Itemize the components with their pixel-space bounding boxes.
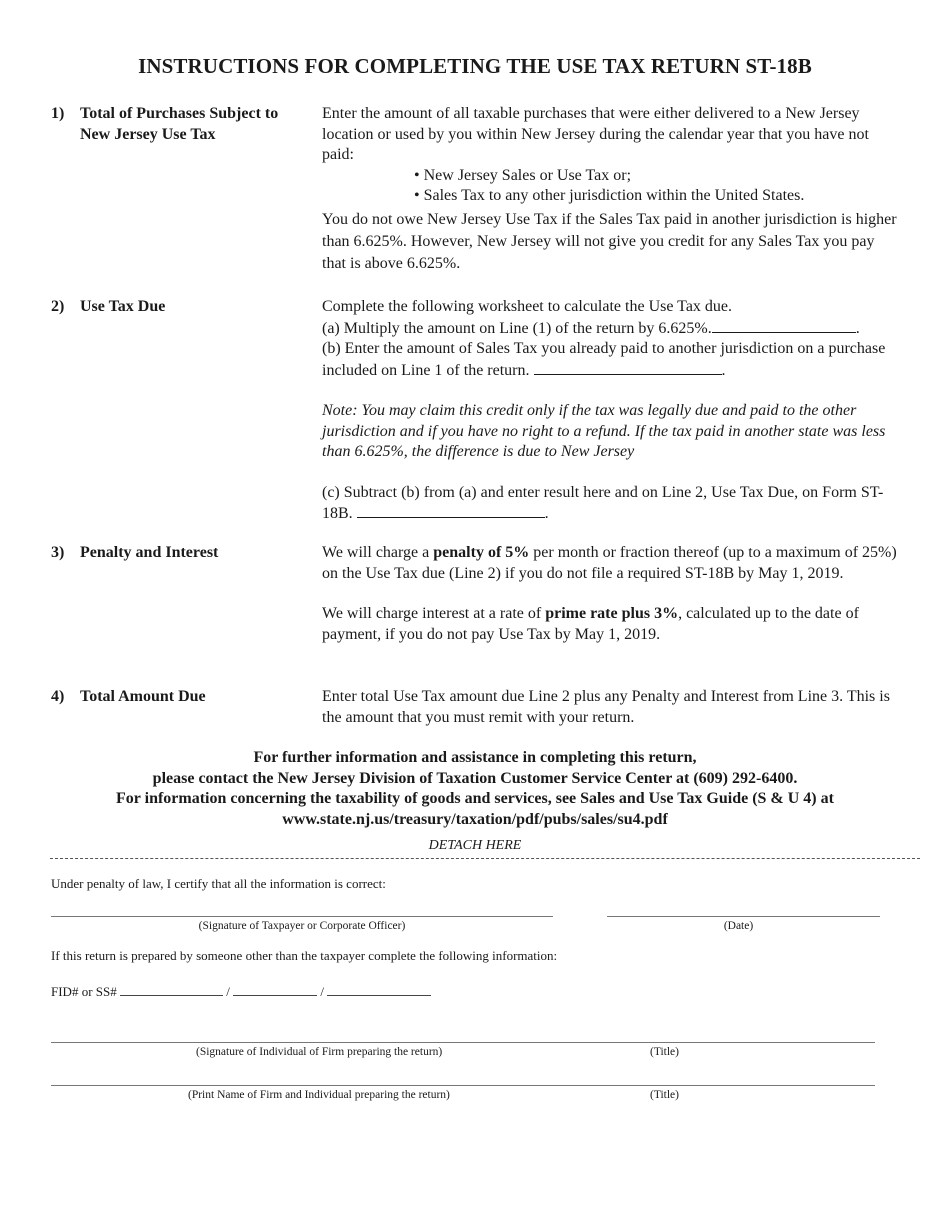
- contact-info: [40, 748, 910, 830]
- line-c-text: (c) Subtract (b) from (a) and enter result here and on Line 2, Use Tax Due, on Form ST-18B.: [322, 483, 884, 522]
- line-b-blank[interactable]: [534, 360, 722, 375]
- worksheet-line-b: (b) Enter the amount of Sales Tax you already paid to another jurisdiction on a purchase included on Line 1 of the return. .: [322, 340, 886, 379]
- fid-field-1[interactable]: [120, 983, 223, 996]
- section-body: [322, 687, 902, 728]
- section-intro: Enter the amount of all taxable purchases that were either delivered to a New Jersey location or used by you within New Jersey during the calendar year that you have not paid:: [322, 105, 869, 163]
- section-label: Total Amount Due: [80, 688, 206, 705]
- fid-label: FID# or SS#: [51, 984, 117, 999]
- fid-separator: /: [320, 984, 324, 999]
- section-label: Use Tax Due: [80, 298, 166, 315]
- fid-field-3[interactable]: [327, 983, 431, 996]
- worksheet-line-c: (c) Subtract (b) from (a) and enter result here and on Line 2, Use Tax Due, on Form ST-18B. .: [322, 483, 884, 522]
- penalty-rate: penalty of 5%: [433, 544, 530, 561]
- interest-rate: prime rate plus 3%: [545, 605, 679, 622]
- worksheet-line-a: (a) Multiply the amount on Line (1) of the return by 6.625%. .: [322, 319, 860, 337]
- section-number: 3): [51, 544, 65, 561]
- bullet-item: • New Jersey Sales or Use Tax or;: [414, 166, 632, 184]
- credit-note: Note: You may claim this credit only if the tax was legally due and paid to the other jurisdiction and if you have no right to a refund. If the tax paid in another state was less than 6.625%, the difference is due to New Jersey: [322, 402, 886, 460]
- section-number: 4): [51, 688, 65, 705]
- fid-row: [51, 983, 431, 1000]
- section-body: [322, 104, 902, 275]
- line-c-blank[interactable]: [357, 503, 545, 518]
- worksheet-intro: Complete the following worksheet to calculate the Use Tax due.: [322, 298, 733, 315]
- print-name-label: (Print Name of Firm and Individual preparing the return): [188, 1089, 450, 1101]
- page-title: INSTRUCTIONS FOR COMPLETING THE USE TAX RETURN ST-18B: [138, 54, 812, 78]
- guide-url[interactable]: www.state.nj.us/treasury/taxation/pdf/pubs/sales/su4.pdf: [282, 810, 668, 828]
- section-body: [322, 543, 902, 645]
- section-number: 2): [51, 298, 65, 315]
- penalty-text: We will charge a penalty of 5% per month or fraction thereof (up to a maximum of 25%) on the Use Tax due (Line 2) if you do not file a required ST-18B by May 1, 2019.: [322, 544, 897, 582]
- contact-line: For information concerning the taxability of goods and services, see Sales and Use Tax Guide (S & U 4) at: [116, 790, 834, 807]
- fid-field-2[interactable]: [233, 983, 317, 996]
- taxpayer-signature-label: (Signature of Taxpayer or Corporate Officer): [198, 920, 406, 932]
- certify-statement: Under penalty of law, I certify that all the information is correct:: [51, 876, 386, 891]
- interest-text: We will charge interest at a rate of prime rate plus 3%, calculated up to the date of payment, if you do not pay Use Tax by May 1, 2019.: [322, 605, 859, 643]
- line-b-text: (b) Enter the amount of Sales Tax you already paid to another jurisdiction on a purchase included on Line 1 of the return.: [322, 340, 886, 379]
- detach-label: DETACH HERE: [428, 838, 522, 853]
- date-label: (Date): [723, 920, 754, 932]
- section-label: Penalty and Interest: [80, 544, 219, 561]
- line-a-text: (a) Multiply the amount on Line (1) of the return by 6.625%.: [322, 319, 712, 337]
- detach-line: [50, 858, 920, 859]
- preparer-title-label: (Title): [650, 1046, 679, 1058]
- section-number: 1): [51, 105, 65, 122]
- preparer-intro: If this return is prepared by someone other than the taxpayer complete the following information:: [51, 948, 558, 963]
- contact-line: please contact the New Jersey Division of Taxation Customer Service Center at (609) 292-6400.: [152, 769, 798, 787]
- date-line[interactable]: [607, 916, 880, 917]
- section-body: [322, 297, 902, 525]
- preparer-signature-label: (Signature of Individual of Firm preparing the return): [196, 1046, 443, 1058]
- section-label: Total of Purchases Subject to New Jersey Use Tax: [80, 105, 279, 143]
- fid-separator: /: [226, 984, 230, 999]
- preparer-signature-line[interactable]: [51, 1042, 875, 1043]
- print-name-line[interactable]: [51, 1085, 875, 1086]
- bullet-item: • Sales Tax to any other jurisdiction within the United States.: [414, 187, 805, 204]
- line-a-blank[interactable]: [712, 318, 856, 333]
- section-outro: You do not owe New Jersey Use Tax if the Sales Tax paid in another jurisdiction is higher than 6.625%. However, New Jersey will not give you credit for any Sales Tax you pay that is above 6.625%.: [322, 210, 897, 272]
- total-due-text: Enter total Use Tax amount due Line 2 plus any Penalty and Interest from Line 3. This is the amount that you must remit with your return.: [322, 688, 890, 726]
- contact-line: For further information and assistance in completing this return,: [253, 749, 697, 766]
- taxpayer-signature-line[interactable]: [51, 916, 553, 917]
- print-title-label: (Title): [650, 1089, 679, 1101]
